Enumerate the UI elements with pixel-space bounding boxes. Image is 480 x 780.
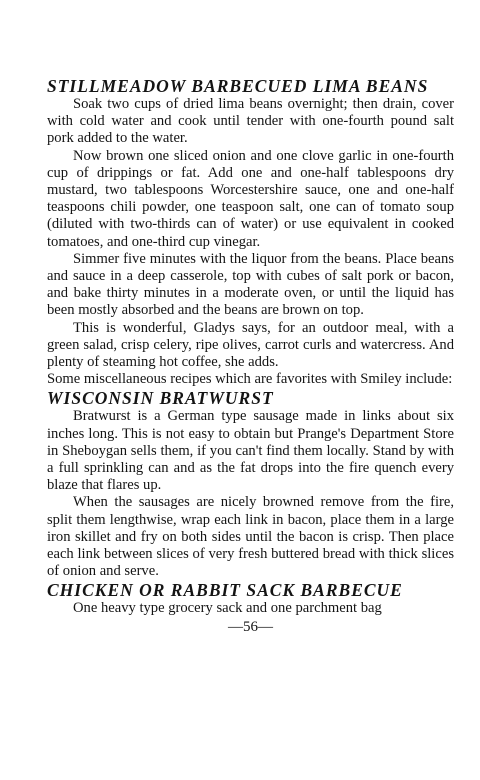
page-number: —56—	[228, 618, 273, 635]
bratwurst-paragraph-2: When the sausages are nicely browned remove from the fire, split them lengthwise, wrap each link in bacon, place them in a large iron skillet and fry on both sides until the bacon is crisp. Then place each link between slices of very fresh buttered bread with thick slices of onion and serve.	[47, 494, 454, 580]
recipe-heading-lima-beans: STILLMEADOW BARBECUED LIMA BEANS	[47, 76, 429, 96]
miscellaneous-intro: Some miscellaneous recipes which are favorites with Smiley include:	[47, 371, 453, 388]
recipe-heading-bratwurst: WISCONSIN BRATWURST	[47, 388, 274, 409]
recipe-heading-sack-barbecue: CHICKEN OR RABBIT SACK BARBECUE	[47, 580, 403, 601]
bratwurst-paragraph-1: Bratwurst is a German type sausage made in links about six inches long. This is not easy to obtain but Prange's Department Store in Sheboygan sells them, if you can't find them locally. Stand by with a full sprinkling can and as the fat drops into the fire quench every blaze that flares up.	[47, 408, 454, 494]
lima-beans-paragraph-3: Simmer five minutes with the liquor from the beans. Place beans and sauce in a deep casserole, top with cubes of salt pork or bacon, and bake thirty minutes in a moderate oven, or until the liquid has been mostly absorbed and the beans are brown on top.	[47, 250, 454, 319]
sack-barbecue-paragraph-1: One heavy type grocery sack and one parchment bag	[73, 600, 382, 617]
lima-beans-paragraph-2: Now brown one sliced onion and one clove garlic in one-fourth cup of drippings or fat. Add one and one-half tablespoons dry mustard, two tablespoons Worcestershire sauce, one and one-half teaspoons chili powder, one teaspoon salt, one can of tomato soup (diluted with two-thirds can of water) or use equivalent in cooked tomatoes, and one-third cup vinegar.	[47, 147, 454, 250]
lima-beans-paragraph-1: Soak two cups of dried lima beans overnight; then drain, cover with cold water and cook until tender with one-fourth pound salt pork added to the water.	[47, 96, 454, 147]
lima-beans-paragraph-4: This is wonderful, Gladys says, for an outdoor meal, with a green salad, crisp celery, ripe olives, carrot curls and watercress. And plenty of steaming hot coffee, she adds.	[47, 319, 454, 371]
